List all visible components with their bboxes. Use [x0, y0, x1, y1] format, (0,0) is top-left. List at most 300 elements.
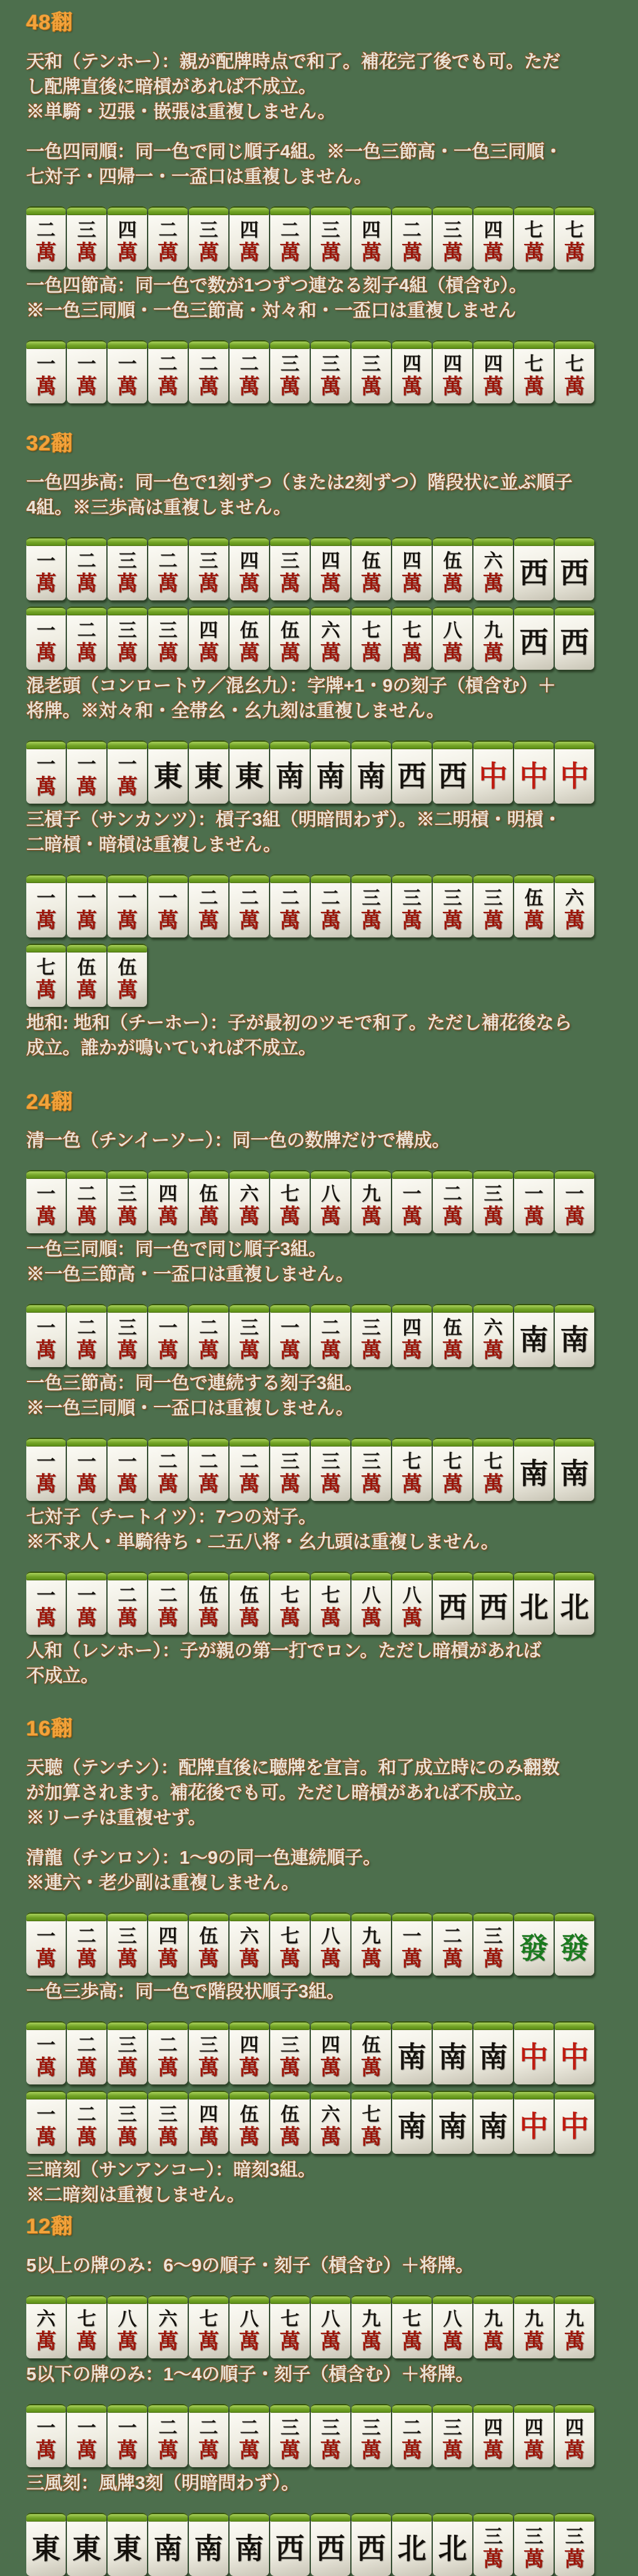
- tile-man-suit-glyph: 萬: [158, 572, 178, 595]
- tile-back-edge-icon: [392, 340, 432, 349]
- tile-face: [433, 1581, 472, 1635]
- text-line: ※一色三節高・一盃口は重複しません。: [26, 1265, 354, 1285]
- tile-number-glyph: 八: [118, 2308, 137, 2330]
- mahjong-tile-4m: [473, 2404, 513, 2467]
- tile-face: [473, 2413, 513, 2467]
- tile-back-edge-icon: [352, 537, 391, 546]
- tile-back-edge-icon: [67, 874, 106, 883]
- tile-back-edge-icon: [473, 2021, 513, 2030]
- mahjong-tile-3m: [230, 1304, 269, 1367]
- tile-back-edge-icon: [189, 1572, 228, 1580]
- tile-man-suit-glyph: 萬: [320, 909, 341, 932]
- mahjong-tile-8m: [230, 2295, 269, 2358]
- tile-man-suit-glyph: 萬: [36, 1948, 56, 1971]
- tile-man-suit-glyph: 萬: [564, 241, 585, 265]
- tile-honor-glyph: 南: [397, 2111, 427, 2143]
- tile-number-glyph: 八: [321, 1926, 340, 1947]
- tile-man-suit-glyph: 萬: [76, 909, 97, 932]
- tile-face: [473, 2100, 513, 2154]
- tile-number-glyph: 一: [36, 1452, 56, 1473]
- tile-man-suit-glyph: 萬: [483, 642, 504, 665]
- tile-number-glyph: 三: [77, 220, 96, 241]
- tile-face: [108, 1179, 147, 1233]
- tile-row: [26, 340, 622, 403]
- tile-man-suit-glyph: 萬: [402, 572, 422, 595]
- tile-back-edge-icon: [514, 2295, 554, 2304]
- mahjong-tile-2m: [189, 2404, 228, 2467]
- tile-face: [230, 547, 269, 600]
- tile-number-glyph: 七: [199, 2308, 218, 2330]
- tile-face: [148, 547, 188, 600]
- tile-number-glyph: 三: [199, 2035, 218, 2056]
- text-line: 5以上の牌のみ：6～9の順子・刻子（槓含む）＋将牌。: [26, 2255, 474, 2276]
- tile-face: [148, 750, 188, 804]
- tile-face: [514, 2031, 554, 2084]
- tile-face: [26, 350, 66, 403]
- text-line: 清一色（チンイーソー）：同一色の数牌だけで構成。: [26, 1131, 450, 1151]
- tile-face: [26, 2100, 66, 2154]
- tile-face: [230, 2100, 269, 2154]
- mahjong-tile-5m: [352, 2021, 391, 2084]
- tile-back-edge-icon: [230, 2295, 269, 2304]
- tile-man-suit-glyph: 萬: [76, 241, 97, 265]
- mahjong-tile-1m: [514, 1170, 554, 1233]
- tile-face: [67, 216, 106, 270]
- tile-face: [514, 750, 554, 804]
- yaku-description: [26, 2158, 622, 2208]
- tile-back-edge-icon: [514, 537, 554, 546]
- tile-face: [392, 216, 432, 270]
- tile-back-edge-icon: [311, 874, 350, 883]
- mahjong-tile-4m: [392, 1304, 432, 1367]
- mahjong-tile-3m: [108, 537, 147, 600]
- mahjong-tile-1m: [26, 2404, 66, 2467]
- tile-man-suit-glyph: 萬: [158, 909, 178, 932]
- mahjong-tile-3m: [514, 2513, 554, 2576]
- tile-man-suit-glyph: 萬: [564, 909, 585, 932]
- tile-number-glyph: 伍: [280, 620, 300, 641]
- tile-face: [352, 1581, 391, 1635]
- tile-face: [148, 216, 188, 270]
- tile-man-suit-glyph: 萬: [36, 642, 56, 665]
- tile-back-edge-icon: [311, 2091, 350, 2099]
- tile-man-suit-glyph: 萬: [483, 1948, 504, 1971]
- tile-face: [230, 2413, 269, 2467]
- tile-face: [514, 1179, 554, 1233]
- mahjong-tile-7m: [473, 1438, 513, 1501]
- mahjong-tile-3m: [352, 340, 391, 403]
- mahjong-tile-1m: [270, 1304, 310, 1367]
- tile-face: [108, 2100, 147, 2154]
- fan-value-badge: 16翻: [26, 1717, 73, 1741]
- tile-face: [230, 1447, 269, 1501]
- mahjong-tile-9m: [352, 2295, 391, 2358]
- tile-man-suit-glyph: 萬: [36, 2126, 56, 2149]
- tile-number-glyph: 四: [240, 220, 259, 241]
- fan-section-48: [26, 10, 622, 403]
- mahjong-tile-2m: [433, 1912, 472, 1976]
- tile-number-glyph: 二: [443, 1926, 462, 1947]
- tile-back-edge-icon: [230, 1912, 269, 1921]
- tile-man-suit-glyph: 萬: [402, 1473, 422, 1497]
- tile-back-edge-icon: [26, 2404, 66, 2413]
- tile-honor-glyph: 東: [194, 760, 223, 792]
- tile-man-suit-glyph: 萬: [442, 909, 463, 932]
- tile-man-suit-glyph: 萬: [117, 775, 138, 799]
- tile-honor-glyph: 中: [560, 760, 589, 792]
- tile-number-glyph: 三: [565, 2526, 584, 2547]
- tile-man-suit-glyph: 萬: [320, 1473, 341, 1497]
- tile-face: [392, 2031, 432, 2084]
- tile-face: [392, 1179, 432, 1233]
- tile-man-suit-glyph: 萬: [483, 241, 504, 265]
- tile-back-edge-icon: [311, 740, 350, 749]
- tile-honor-glyph: 東: [113, 2532, 142, 2565]
- tile-back-edge-icon: [26, 2021, 66, 2030]
- tile-back-edge-icon: [514, 1304, 554, 1313]
- tile-back-edge-icon: [555, 2513, 594, 2522]
- text-line: 一色四同順：同一色で同じ順子4組。※一色三節高・一色三同順・: [26, 141, 563, 162]
- tile-face: [311, 2413, 350, 2467]
- tile-face: [352, 216, 391, 270]
- mahjong-tile-S: [433, 2021, 472, 2084]
- tile-back-edge-icon: [555, 1572, 594, 1580]
- tile-face: [230, 1313, 269, 1367]
- tile-face: [189, 2522, 228, 2576]
- tile-number-glyph: 一: [118, 2417, 137, 2438]
- mahjong-tile-2m: [67, 2021, 106, 2084]
- tile-face: [189, 616, 228, 670]
- tile-man-suit-glyph: 萬: [280, 1607, 300, 1630]
- tile-man-suit-glyph: 萬: [361, 1473, 382, 1497]
- tile-face: [555, 350, 594, 403]
- tile-man-suit-glyph: 萬: [442, 1473, 463, 1497]
- tile-row: [26, 206, 622, 270]
- tile-face: [108, 547, 147, 600]
- mahjong-tile-2m: [189, 340, 228, 403]
- tile-man-suit-glyph: 萬: [442, 1948, 463, 1971]
- tile-man-suit-glyph: 萬: [158, 375, 178, 398]
- tile-face: [270, 1447, 310, 1501]
- mahjong-tile-1m: [555, 1170, 594, 1233]
- tile-back-edge-icon: [270, 2404, 310, 2413]
- tile-number-glyph: 七: [484, 1452, 503, 1473]
- tile-number-glyph: 三: [362, 1452, 381, 1473]
- tile-back-edge-icon: [270, 607, 310, 615]
- tile-honor-glyph: 中: [478, 760, 508, 792]
- tile-number-glyph: 四: [240, 550, 259, 572]
- mahjong-tile-2m: [189, 1438, 228, 1501]
- tile-face: [148, 2522, 188, 2576]
- tile-face: [148, 884, 188, 937]
- mahjong-tile-3m: [352, 1438, 391, 1501]
- tile-number-glyph: 伍: [240, 1585, 259, 1607]
- mahjong-tile-4m: [230, 2021, 269, 2084]
- tile-face: [67, 547, 106, 600]
- tile-face: [514, 884, 554, 937]
- mahjong-tile-2m: [148, 1438, 188, 1501]
- text-line: 一色四節高：同一色で数が1つずつ連なる刻子4組（槓含む）。: [26, 275, 527, 296]
- tile-man-suit-glyph: 萬: [198, 1340, 219, 1363]
- tile-back-edge-icon: [555, 1438, 594, 1447]
- tile-face: [189, 1313, 228, 1367]
- tile-man-suit-glyph: 萬: [76, 775, 97, 799]
- tile-face: [108, 1922, 147, 1976]
- tile-honor-glyph: 南: [153, 2532, 183, 2565]
- tile-back-edge-icon: [352, 607, 391, 615]
- tile-face: [108, 1313, 147, 1367]
- tile-face: [392, 547, 432, 600]
- tile-face: [392, 1922, 432, 1976]
- tile-honor-glyph: 東: [153, 760, 183, 792]
- tile-face: [26, 616, 66, 670]
- yaku-description: [26, 1846, 622, 1896]
- tile-back-edge-icon: [189, 537, 228, 546]
- tile-number-glyph: 九: [362, 2308, 381, 2330]
- tile-face: [352, 1447, 391, 1501]
- tile-back-edge-icon: [392, 2021, 432, 2030]
- tile-row: [26, 2295, 622, 2358]
- tile-number-glyph: 九: [565, 2308, 584, 2330]
- tile-number-glyph: 伍: [280, 2104, 300, 2126]
- mahjong-tile-E: [148, 740, 188, 804]
- tile-face: [433, 2031, 472, 2084]
- tile-man-suit-glyph: 萬: [239, 2439, 260, 2462]
- tile-back-edge-icon: [352, 1572, 391, 1580]
- tile-man-suit-glyph: 萬: [239, 1473, 260, 1497]
- mahjong-tile-6m: [473, 537, 513, 600]
- mahjong-tile-1m: [108, 2404, 147, 2467]
- tile-face: [514, 616, 554, 670]
- yaku-description: [26, 2471, 622, 2496]
- tile-back-edge-icon: [189, 740, 228, 749]
- tile-honor-glyph: 西: [560, 557, 589, 589]
- tile-back-edge-icon: [352, 874, 391, 883]
- mahjong-tile-9m: [473, 2295, 513, 2358]
- tile-number-glyph: 四: [199, 620, 218, 641]
- tile-man-suit-glyph: 萬: [320, 642, 341, 665]
- tile-number-glyph: 一: [118, 1452, 137, 1473]
- tile-face: [108, 953, 147, 1007]
- tile-face: [230, 1922, 269, 1976]
- tile-number-glyph: 一: [77, 2417, 96, 2438]
- tile-back-edge-icon: [473, 1912, 513, 1921]
- tile-number-glyph: 伍: [524, 887, 544, 909]
- tile-number-glyph: 二: [199, 1452, 218, 1473]
- tile-back-edge-icon: [67, 340, 106, 349]
- tile-face: [67, 2100, 106, 2154]
- mahjong-tile-4m: [189, 2091, 228, 2154]
- tile-number-glyph: 七: [565, 353, 584, 375]
- mahjong-tile-5m: [270, 607, 310, 670]
- tile-face: [270, 2305, 310, 2358]
- tile-face: [433, 216, 472, 270]
- mahjong-tile-1m: [26, 1304, 66, 1367]
- tile-man-suit-glyph: 萬: [36, 1206, 56, 1229]
- tile-number-glyph: 三: [118, 2035, 137, 2056]
- tile-number-glyph: 二: [402, 2417, 422, 2438]
- tile-back-edge-icon: [473, 2404, 513, 2413]
- mahjong-tile-1m: [67, 340, 106, 403]
- tile-face: [433, 350, 472, 403]
- tile-man-suit-glyph: 萬: [36, 1340, 56, 1363]
- mahjong-tile-2m: [230, 1438, 269, 1501]
- tile-face: [270, 2100, 310, 2154]
- tile-face: [555, 2305, 594, 2358]
- tile-face: [473, 2522, 513, 2576]
- tile-man-suit-glyph: 萬: [239, 241, 260, 265]
- yaku-description: [26, 674, 622, 724]
- tile-number-glyph: 四: [199, 2104, 218, 2126]
- mahjong-tile-2m: [433, 1170, 472, 1233]
- tile-number-glyph: 八: [443, 2308, 462, 2330]
- tile-man-suit-glyph: 萬: [158, 2439, 178, 2462]
- tile-man-suit-glyph: 萬: [320, 1948, 341, 1971]
- tile-number-glyph: 六: [484, 550, 503, 572]
- mahjong-tile-C: [514, 740, 554, 804]
- tile-back-edge-icon: [230, 2513, 269, 2522]
- tile-face: [514, 1447, 554, 1501]
- tile-number-glyph: 七: [280, 1926, 300, 1947]
- tile-back-edge-icon: [26, 537, 66, 546]
- tile-back-edge-icon: [189, 2513, 228, 2522]
- tile-back-edge-icon: [555, 206, 594, 215]
- tile-number-glyph: 八: [240, 2308, 259, 2330]
- tile-number-glyph: 七: [280, 1184, 300, 1205]
- tile-face: [352, 547, 391, 600]
- tile-man-suit-glyph: 萬: [402, 1340, 422, 1363]
- tile-man-suit-glyph: 萬: [198, 572, 219, 595]
- tile-face: [392, 884, 432, 937]
- mahjong-tile-6m: [148, 2295, 188, 2358]
- text-line: 三暗刻（サンアンコー）：暗刻3組。: [26, 2160, 316, 2181]
- tile-number-glyph: 二: [443, 1184, 462, 1205]
- tile-back-edge-icon: [514, 340, 554, 349]
- yaku-description: [26, 1639, 622, 1689]
- tile-number-glyph: 七: [524, 353, 544, 375]
- tile-man-suit-glyph: 萬: [361, 2126, 382, 2149]
- tile-honor-glyph: 中: [519, 2111, 549, 2143]
- tile-number-glyph: 一: [565, 1184, 584, 1205]
- mahjong-tile-S: [514, 1304, 554, 1367]
- tile-number-glyph: 二: [280, 887, 300, 909]
- tile-face: [352, 1922, 391, 1976]
- mahjong-tile-3m: [270, 340, 310, 403]
- tile-man-suit-glyph: 萬: [320, 1206, 341, 1229]
- tile-face: [148, 1313, 188, 1367]
- tile-back-edge-icon: [555, 607, 594, 615]
- tile-man-suit-glyph: 萬: [36, 909, 56, 932]
- tile-face: [514, 547, 554, 600]
- tile-back-edge-icon: [352, 2091, 391, 2099]
- mahjong-tile-2m: [67, 537, 106, 600]
- tile-face: [555, 547, 594, 600]
- tile-face: [311, 547, 350, 600]
- mahjong-tile-C: [555, 2091, 594, 2154]
- mahjong-tile-3m: [311, 2404, 350, 2467]
- tile-number-glyph: 三: [443, 887, 462, 909]
- tile-back-edge-icon: [270, 537, 310, 546]
- tile-number-glyph: 二: [77, 2104, 96, 2126]
- tile-number-glyph: 三: [362, 887, 381, 909]
- tile-face: [148, 1179, 188, 1233]
- mahjong-tile-3m: [270, 1438, 310, 1501]
- tile-back-edge-icon: [433, 607, 472, 615]
- mahjong-tile-1m: [108, 1438, 147, 1501]
- mahjong-tile-4m: [555, 2404, 594, 2467]
- tile-face: [311, 1313, 350, 1367]
- tile-face: [352, 750, 391, 804]
- mahjong-tile-6m: [555, 874, 594, 937]
- mahjong-tile-5m: [270, 2091, 310, 2154]
- tile-face: [433, 2100, 472, 2154]
- mahjong-tile-C: [473, 740, 513, 804]
- mahjong-tile-8m: [108, 2295, 147, 2358]
- mahjong-tile-1m: [26, 2021, 66, 2084]
- tile-face: [67, 1581, 106, 1635]
- mahjong-tile-2m: [26, 206, 66, 270]
- tile-back-edge-icon: [270, 1438, 310, 1447]
- mahjong-tile-3m: [352, 874, 391, 937]
- tile-back-edge-icon: [67, 1438, 106, 1447]
- tile-man-suit-glyph: 萬: [442, 2439, 463, 2462]
- mahjong-tile-5m: [189, 1912, 228, 1976]
- mahjong-tile-E: [26, 2513, 66, 2576]
- tile-back-edge-icon: [108, 740, 147, 749]
- mahjong-tile-7m: [555, 340, 594, 403]
- tile-row: [26, 2513, 622, 2576]
- tile-back-edge-icon: [514, 2091, 554, 2099]
- tile-face: [352, 1313, 391, 1367]
- mahjong-tile-2m: [148, 2404, 188, 2467]
- tile-back-edge-icon: [148, 1304, 188, 1313]
- tile-face: [473, 750, 513, 804]
- tile-number-glyph: 二: [240, 1452, 259, 1473]
- tile-back-edge-icon: [148, 206, 188, 215]
- tile-honor-glyph: 南: [357, 760, 386, 792]
- tile-man-suit-glyph: 萬: [442, 642, 463, 665]
- text-line: ※単騎・辺張・嵌張は重複しません。: [26, 101, 336, 122]
- tile-honor-glyph: 南: [519, 1324, 549, 1356]
- tile-back-edge-icon: [514, 607, 554, 615]
- tile-back-edge-icon: [26, 1572, 66, 1580]
- mahjong-tile-2m: [230, 340, 269, 403]
- tile-number-glyph: 四: [118, 220, 137, 241]
- tile-number-glyph: 六: [484, 1318, 503, 1339]
- mahjong-tile-2m: [67, 1912, 106, 1976]
- yaku-description: [26, 1505, 622, 1555]
- tile-number-glyph: 二: [240, 887, 259, 909]
- tile-man-suit-glyph: 萬: [320, 1340, 341, 1363]
- tile-man-suit-glyph: 萬: [483, 375, 504, 398]
- tile-man-suit-glyph: 萬: [36, 1473, 56, 1497]
- tile-man-suit-glyph: 萬: [361, 2057, 382, 2080]
- tile-face: [230, 2031, 269, 2084]
- tile-man-suit-glyph: 萬: [76, 1206, 97, 1229]
- tile-man-suit-glyph: 萬: [117, 241, 138, 265]
- tile-man-suit-glyph: 萬: [280, 1340, 300, 1363]
- mahjong-tile-3m: [392, 874, 432, 937]
- tile-face: [26, 547, 66, 600]
- tile-face: [311, 216, 350, 270]
- tile-face: [392, 2305, 432, 2358]
- tile-number-glyph: 一: [36, 550, 56, 572]
- yaku-description: [26, 49, 622, 124]
- mahjong-tile-W: [270, 2513, 310, 2576]
- tile-man-suit-glyph: 萬: [320, 2057, 341, 2080]
- tile-honor-glyph: 發: [560, 1932, 589, 1965]
- yaku-description: [26, 1979, 622, 2004]
